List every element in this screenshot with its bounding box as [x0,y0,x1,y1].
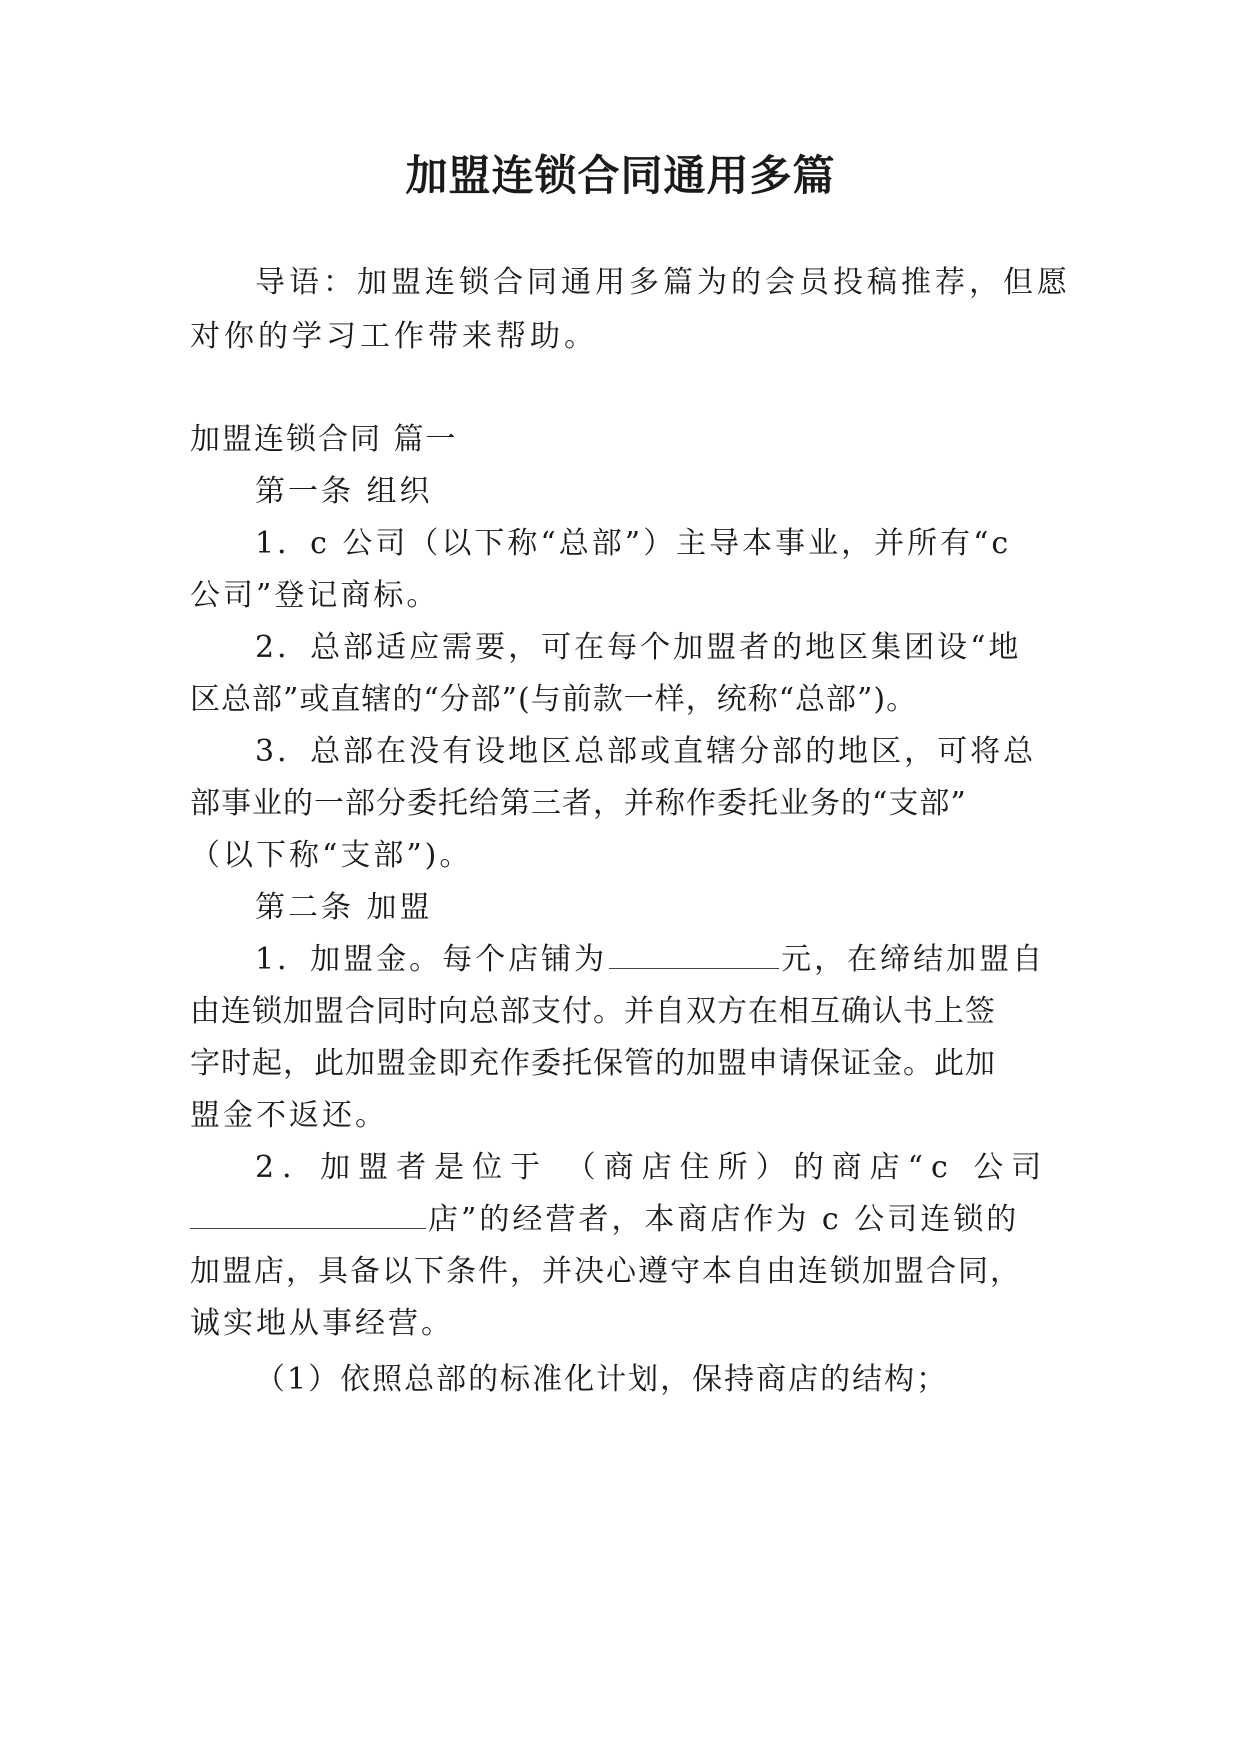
article-1-item-3-line-2: 部事业的一部分委托给第三者，并称作委托业务的“支部” [190,786,967,821]
article-2-item-2-text-b: 店”的经营者，本商店作为 c 公司连锁的 [428,1202,1020,1237]
article-2-item-1-line-1 [255,940,1045,980]
article-2-item-2-line-1: 2．加盟者是位于 （商店住所）的商店“c 公司 [255,1150,1050,1185]
section-heading: 加盟连锁合同 篇一 [190,422,458,457]
article-1-heading: 第一条 组织 [255,474,433,509]
article-2-item-1-text-a: 1．加盟金。每个店铺为 [255,942,608,977]
article-1-item-2-line-2: 区总部”或直辖的“分部”(与前款一样，统称“总部”)。 [190,682,918,717]
article-1-item-3-line-1: 3．总部在没有设地区总部或直辖分部的地区，可将总 [255,734,1037,769]
document-title: 加盟连锁合同通用多篇 [405,151,836,200]
amount-blank [609,940,779,969]
article-1-item-2-line-1: 2．总部适应需要，可在每个加盟者的地区集团设“地 [255,630,1022,665]
article-2-item-1-line-3: 字时起，此加盟金即充作委托保管的加盟申请保证金。此加 [190,1046,996,1081]
article-2-sub-item-1: （1）依照总部的标准化计划，保持商店的结构； [255,1362,949,1397]
article-2-item-2-line-3: 加盟店，具备以下条件，并决心遵守本自由连锁加盟合同， [190,1254,1022,1289]
article-2-item-2-line-4: 诚实地从事经营。 [190,1306,454,1341]
store-name-blank [190,1200,426,1229]
article-1-item-1-line-1: 1．c 公司（以下称“总部”）主导本事业，并所有“c [255,526,1012,561]
article-2-item-2-line-2 [190,1200,1019,1240]
article-1-item-1-line-2: 公司”登记商标。 [190,578,440,613]
intro-line-2: 对你的学习工作带来帮助。 [190,319,598,354]
intro-line-1: 导语：加盟连锁合同通用多篇为的会员投稿推荐，但愿 [255,265,1071,300]
article-2-item-1-line-4: 盟金不返还。 [190,1098,388,1133]
article-2-item-1-text-b: 元，在缔结加盟自 [781,942,1046,977]
article-2-item-1-line-2: 由连锁加盟合同时向总部支付。并自双方在相互确认书上签 [190,994,996,1029]
article-1-item-3-line-3: （以下称“支部”)。 [190,838,473,873]
article-2-heading: 第二条 加盟 [255,890,433,925]
